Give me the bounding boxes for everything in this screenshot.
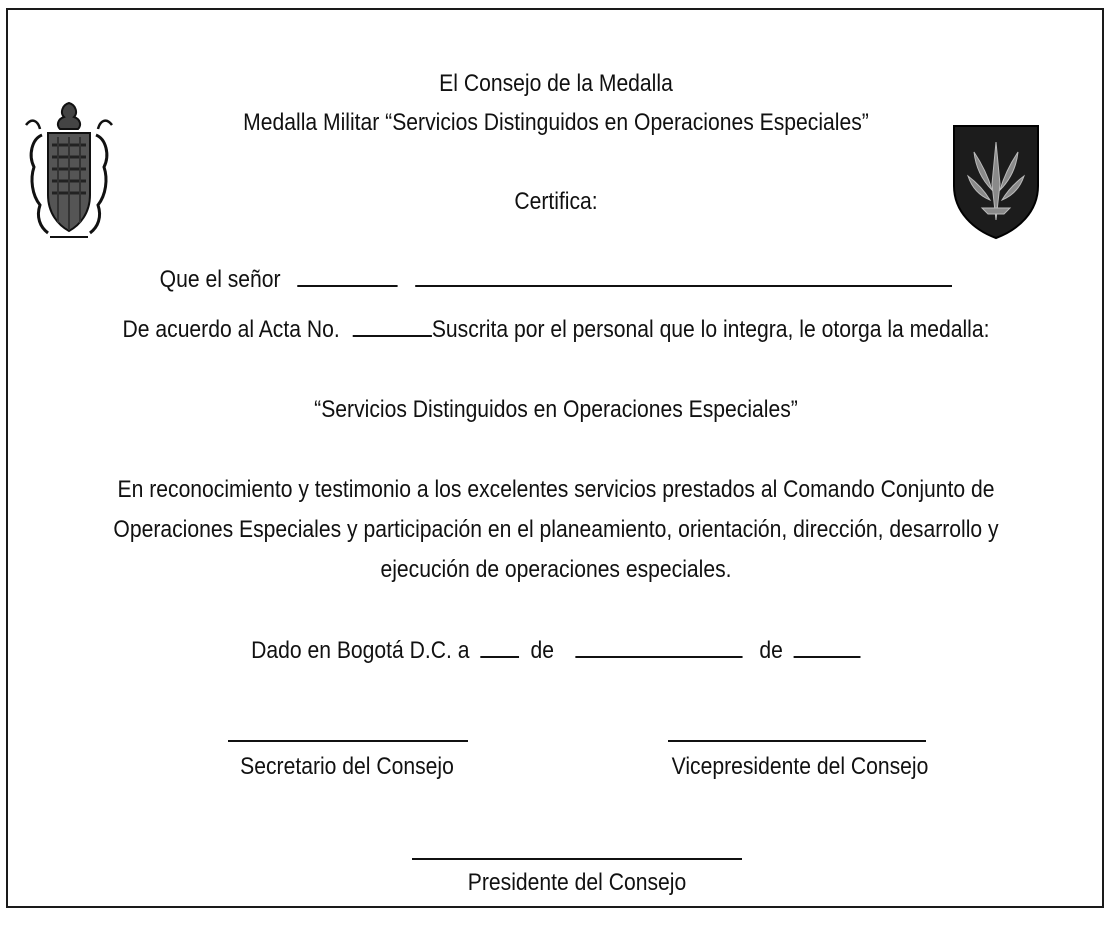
- recipient-line: [67, 263, 1046, 295]
- acta-number-blank: [353, 313, 432, 337]
- secretario-label: Secretario del Consejo: [240, 753, 454, 780]
- day-blank: [481, 634, 520, 658]
- council-title: El Consejo de la Medalla: [439, 70, 673, 97]
- que-el-senor-label: Que el señor: [159, 266, 281, 293]
- acta-suffix: Suscrita por el personal que lo integra, le otorga la medalla:: [431, 316, 990, 343]
- month-blank: [576, 634, 743, 658]
- dado-de-2: de: [759, 637, 783, 664]
- name-blank: [416, 263, 953, 287]
- presidente-label: Presidente del Consejo: [467, 869, 687, 896]
- medal-title: Medalla Militar “Servicios Distinguidos en Operaciones Especiales”: [243, 109, 869, 136]
- acta-line: [67, 313, 1046, 345]
- presidente-signature-line: [412, 858, 742, 860]
- year-blank: [794, 634, 861, 658]
- dado-de-1: de: [530, 637, 555, 664]
- special-ops-shield-icon: [952, 124, 1040, 240]
- acta-prefix: De acuerdo al Acta No.: [122, 316, 340, 343]
- recognition-line-3: ejecución de operaciones especiales.: [380, 556, 732, 583]
- medal-name: “Servicios Distinguidos en Operaciones Especiales”: [314, 396, 798, 423]
- date-line: [67, 634, 1046, 666]
- recognition-line-1: En reconocimiento y testimonio a los excelentes servicios prestados al Comando Conjunto de: [117, 476, 995, 503]
- certifica-label: Certifica:: [514, 188, 598, 215]
- vicepresidente-label: Vicepresidente del Consejo: [671, 753, 929, 780]
- rank-blank: [297, 263, 397, 287]
- dado-prefix: Dado en Bogotá D.C. a: [251, 637, 470, 664]
- vicepresidente-signature-line: [668, 740, 926, 742]
- secretario-signature-line: [228, 740, 468, 742]
- recognition-line-2: Operaciones Especiales y participación en el planeamiento, orientación, dirección, desarrollo y: [113, 516, 999, 543]
